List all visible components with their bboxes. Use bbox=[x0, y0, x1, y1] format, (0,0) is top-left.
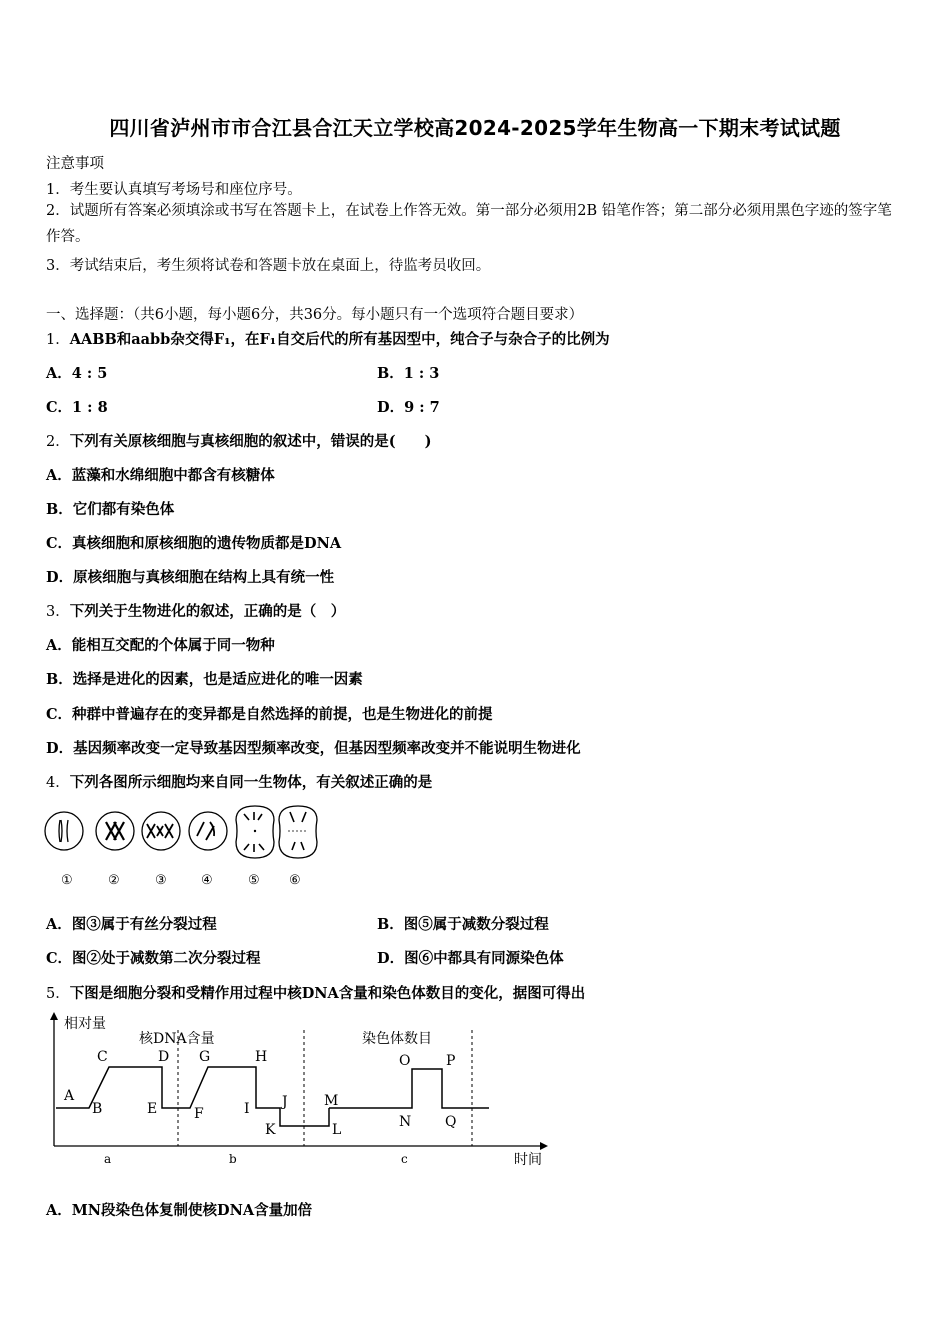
question-stem: 下图是细胞分裂和受精作用过程中核DNA含量和染色体数目的变化，据图可得出 bbox=[69, 985, 586, 1002]
point-label-n: N bbox=[399, 1114, 412, 1130]
q2-option-b: B．它们都有染色体 bbox=[46, 501, 175, 518]
x-axis-label: 时间 bbox=[514, 1152, 542, 1168]
point-label-b: B bbox=[92, 1101, 103, 1117]
q3-option-c: C．种群中普遍存在的变异都是自然选择的前提，也是生物进化的前提 bbox=[46, 706, 493, 723]
chromosome-series-line bbox=[329, 1069, 489, 1108]
cell-label-1: ① bbox=[61, 873, 73, 888]
note-item-3: 3．考试结束后，考生须将试卷和答题卡放在桌面上，待监考员收回。 bbox=[46, 258, 491, 274]
point-label-o: O bbox=[399, 1053, 411, 1069]
cell-3-figure bbox=[142, 812, 180, 850]
question-number: 1． bbox=[46, 332, 70, 348]
q1-option-b: B．1 : 3 bbox=[377, 365, 440, 382]
q5-option-a: A．MN段染色体复制使核DNA含量加倍 bbox=[46, 1202, 313, 1219]
question-5 bbox=[46, 982, 585, 1003]
point-label-a: A bbox=[64, 1088, 75, 1104]
cell-6-figure bbox=[279, 806, 317, 858]
question-number: 5． bbox=[46, 986, 70, 1002]
question-stem: 下列有关原核细胞与真核细胞的叙述中，错误的是( ) bbox=[69, 433, 432, 450]
cell-4-figure bbox=[189, 812, 227, 850]
q2-option-c: C．真核细胞和原核细胞的遗传物质都是DNA bbox=[46, 535, 342, 552]
point-label-p: P bbox=[446, 1053, 456, 1069]
question-number: 3． bbox=[46, 604, 70, 620]
q4-option-a: A．图③属于有丝分裂过程 bbox=[46, 916, 217, 933]
q2-option-a: A．蓝藻和水绵细胞中都含有核糖体 bbox=[46, 467, 275, 484]
cell-label-2: ② bbox=[108, 873, 120, 888]
cell-label-3: ③ bbox=[155, 873, 167, 888]
dna-series-label: 核DNA含量 bbox=[139, 1031, 215, 1047]
chart-axes bbox=[50, 1012, 548, 1150]
cell-division-figure bbox=[44, 800, 334, 892]
q1-option-a: A．4 : 5 bbox=[46, 365, 108, 382]
question-number: 2． bbox=[46, 434, 70, 450]
point-label-f: F bbox=[194, 1106, 204, 1122]
point-label-l: L bbox=[332, 1122, 342, 1138]
point-label-k: K bbox=[265, 1122, 276, 1138]
q4-option-b: B．图⑤属于减数分裂过程 bbox=[377, 916, 549, 933]
q3-option-a: A．能相互交配的个体属于同一物种 bbox=[46, 637, 275, 654]
q3-option-b: B．选择是进化的因素，也是适应进化的唯一因素 bbox=[46, 671, 363, 688]
note-item-1: 1．考生要认真填写考场号和座位序号。 bbox=[46, 182, 302, 198]
question-stem: 下列关于生物进化的叙述，正确的是（ ） bbox=[69, 603, 346, 620]
question-4 bbox=[46, 771, 432, 792]
q2-option-d: D．原核细胞与真核细胞在结构上具有统一性 bbox=[46, 569, 335, 586]
phase-label-b: b bbox=[229, 1152, 237, 1166]
phase-dividers bbox=[178, 1030, 472, 1146]
cell-2-figure bbox=[96, 812, 134, 850]
point-label-c: C bbox=[97, 1049, 108, 1065]
notes-heading: 注意事项 bbox=[46, 156, 104, 172]
chromosome-series-label: 染色体数目 bbox=[362, 1031, 432, 1047]
section-heading: 一、选择题：（共6小题，每小题6分，共36分。每小题只有一个选项符合题目要求） bbox=[46, 307, 584, 323]
dna-chromosome-chart bbox=[44, 1010, 564, 1175]
question-number: 4． bbox=[46, 775, 70, 791]
q4-option-d: D．图⑥中都具有同源染色体 bbox=[377, 950, 564, 967]
point-label-e: E bbox=[147, 1101, 158, 1117]
q1-option-d: D．9 : 7 bbox=[377, 399, 440, 416]
point-label-d: D bbox=[158, 1049, 170, 1065]
q1-option-c: C．1 : 8 bbox=[46, 399, 108, 416]
point-label-j: J bbox=[282, 1094, 288, 1110]
question-1 bbox=[46, 328, 610, 349]
note-item-2: 2．试题所有答案必须填涂或书写在答题卡上，在试卷上作答无效。第一部分必须用2B 铅笔作答；第二部分必须用黑色字迹的签字笔作答。 bbox=[46, 203, 892, 245]
point-label-q: Q bbox=[445, 1114, 457, 1130]
cell-label-4: ④ bbox=[201, 873, 213, 888]
phase-label-a: a bbox=[104, 1152, 112, 1166]
phase-label-c: c bbox=[401, 1152, 408, 1166]
cell-label-5: ⑤ bbox=[248, 873, 260, 888]
page-title: 四川省泸州市市合江县合江天立学校高2024-2025学年生物高一下期末考试试题 bbox=[109, 116, 841, 140]
point-label-h: H bbox=[255, 1049, 268, 1065]
question-2 bbox=[46, 430, 431, 451]
cell-label-6: ⑥ bbox=[289, 873, 301, 888]
y-axis-label: 相对量 bbox=[64, 1016, 106, 1032]
question-stem: 下列各图所示细胞均来自同一生物体，有关叙述正确的是 bbox=[69, 774, 433, 791]
q4-option-c: C．图②处于减数第二次分裂过程 bbox=[46, 950, 261, 967]
question-stem: AABB和aabb杂交得F₁，在F₁自交后代的所有基因型中，纯合子与杂合子的比例为 bbox=[69, 331, 610, 348]
dna-series-line bbox=[56, 1067, 329, 1126]
point-label-g: G bbox=[199, 1049, 211, 1065]
question-3 bbox=[46, 600, 345, 621]
q3-option-d: D．基因频率改变一定导致基因型频率改变，但基因型频率改变并不能说明生物进化 bbox=[46, 740, 581, 757]
point-label-m: M bbox=[324, 1093, 339, 1109]
cell-5-figure bbox=[236, 806, 274, 858]
cell-1-figure bbox=[45, 812, 83, 850]
point-label-i: I bbox=[244, 1101, 250, 1117]
